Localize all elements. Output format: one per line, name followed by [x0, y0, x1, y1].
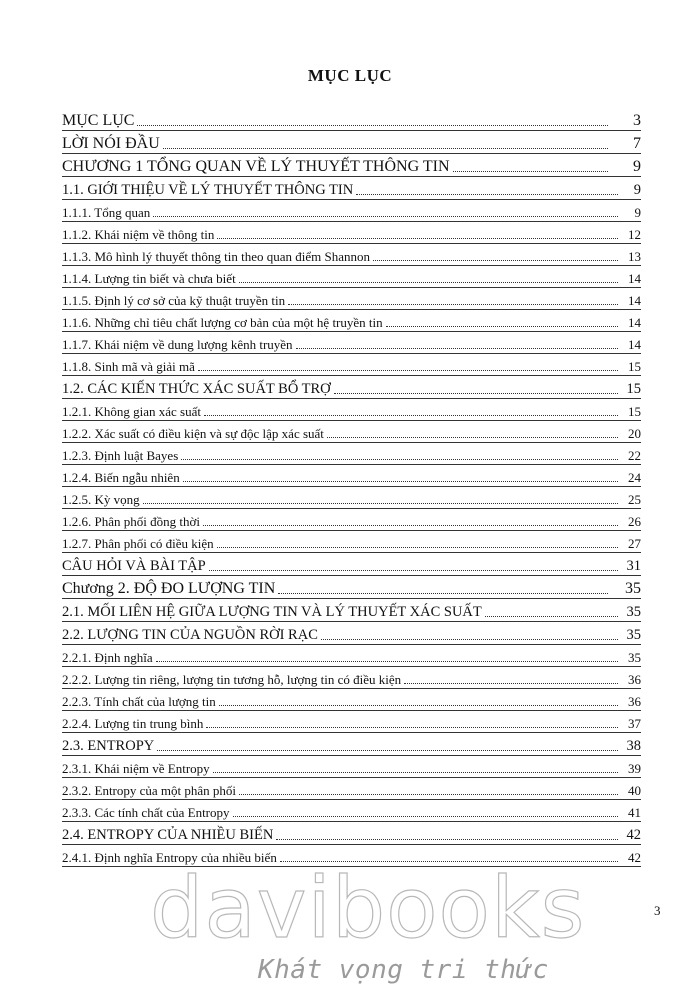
toc-entry — [62, 354, 641, 376]
toc-leader-dots — [156, 660, 618, 662]
toc-entry — [62, 778, 641, 800]
toc-entry-page: 41 — [628, 805, 641, 820]
toc-entry-label: 1.1.6. Những chỉ tiêu chất lượng cơ bản của một hệ truyền tin — [62, 315, 383, 330]
toc-entry — [62, 509, 641, 531]
toc-leader-dots — [183, 480, 618, 482]
toc-entry-page: 35 — [626, 627, 641, 643]
toc-entry-label: 1.1.2. Khái niệm về thông tin — [62, 227, 215, 242]
toc-entry — [62, 200, 641, 222]
toc-entry-page: 36 — [628, 672, 641, 687]
toc-entry-page: 40 — [628, 783, 641, 798]
toc-entry-label: CHƯƠNG 1 TỔNG QUAN VỀ LÝ THUYẾT THÔNG TIN — [62, 158, 450, 175]
toc-entry-label: 2.1. MỐI LIÊN HỆ GIỮA LƯỢNG TIN VÀ LÝ THUYẾT XÁC SUẤT — [62, 604, 482, 620]
toc-entry-page: 14 — [628, 315, 641, 330]
toc-entry — [62, 443, 641, 465]
toc-entry-label: 1.2.7. Phân phối có điều kiện — [62, 536, 214, 551]
toc-entry — [62, 756, 641, 778]
toc-entry-label: 2.3.1. Khái niệm về Entropy — [62, 761, 210, 776]
toc-entry — [62, 733, 641, 756]
toc-entry-page: 31 — [626, 558, 641, 574]
toc-entry-page: 27 — [628, 536, 641, 551]
toc-entry-label: 2.3. ENTROPY — [62, 738, 155, 754]
toc-leader-dots — [153, 215, 618, 217]
toc-leader-dots — [239, 793, 618, 795]
toc-entry-label: 1.2.4. Biến ngẫu nhiên — [62, 470, 180, 485]
toc-entry-label: 1.2.2. Xác suất có điều kiện và sự độc lập xác suất — [62, 426, 324, 441]
toc-leader-dots — [296, 347, 618, 349]
toc-entry-label: 2.2.4. Lượng tin trung bình — [62, 716, 204, 731]
toc-entry — [62, 622, 641, 645]
watermark-slogan: Khát vọng tri thức — [258, 955, 549, 985]
toc-entry — [62, 222, 641, 244]
toc-leader-dots — [278, 592, 608, 594]
table-of-contents — [62, 108, 641, 867]
toc-leader-dots — [181, 458, 618, 460]
toc-entry-page: 15 — [628, 404, 641, 419]
toc-entry — [62, 108, 641, 131]
toc-entry — [62, 332, 641, 354]
toc-entry — [62, 376, 641, 399]
toc-entry — [62, 822, 641, 845]
toc-entry-label: 1.2.5. Kỳ vọng — [62, 492, 140, 507]
toc-entry-page: 35 — [626, 604, 641, 620]
toc-entry-page: 42 — [626, 827, 641, 843]
toc-entry-page: 38 — [626, 738, 641, 754]
toc-entry-page: 14 — [628, 337, 641, 352]
toc-leader-dots — [137, 124, 608, 126]
toc-entry-label: 2.2.2. Lượng tin riêng, lượng tin tương hỗ, lượng tin có điều kiện — [62, 672, 402, 687]
toc-entry-page: 26 — [628, 514, 641, 529]
toc-entry-label: 1.1.4. Lượng tin biết và chưa biết — [62, 271, 236, 286]
toc-leader-dots — [485, 615, 618, 617]
toc-entry — [62, 266, 641, 288]
toc-leader-dots — [217, 546, 618, 548]
toc-entry-label: 1.1.5. Định lý cơ sở của kỹ thuật truyền tin — [62, 293, 286, 308]
toc-entry-page: 39 — [628, 761, 641, 776]
toc-entry — [62, 310, 641, 332]
toc-entry — [62, 689, 641, 711]
toc-entry-page: 35 — [628, 650, 641, 665]
toc-entry-label: 2.4. ENTROPY CỦA NHIỀU BIẾN — [62, 827, 274, 843]
toc-entry-page: 15 — [626, 381, 641, 397]
watermark-logo: davibooks — [150, 859, 586, 957]
toc-entry-label: MỤC LỤC — [62, 112, 135, 129]
toc-entry — [62, 711, 641, 733]
toc-leader-dots — [288, 303, 618, 305]
toc-entry — [62, 667, 641, 689]
toc-leader-dots — [356, 193, 618, 195]
toc-entry-label: 1.1.7. Khái niệm về dung lượng kênh truyền — [62, 337, 293, 352]
toc-entry-page: 13 — [628, 249, 641, 264]
toc-leader-dots — [453, 170, 608, 172]
toc-entry-page: 24 — [628, 470, 641, 485]
toc-leader-dots — [204, 414, 618, 416]
toc-entry-label: 1.2.1. Không gian xác suất — [62, 404, 202, 419]
toc-entry-page: 3 — [633, 112, 641, 129]
toc-leader-dots — [163, 147, 608, 149]
toc-leader-dots — [276, 838, 618, 840]
toc-entry — [62, 576, 641, 599]
toc-leader-dots — [219, 704, 618, 706]
toc-entry-page: 14 — [628, 271, 641, 286]
toc-entry-page: 22 — [628, 448, 641, 463]
toc-leader-dots — [321, 638, 618, 640]
toc-entry-label: 1.1.8. Sinh mã và giải mã — [62, 359, 195, 374]
toc-leader-dots — [217, 237, 618, 239]
toc-entry-label: 2.2.1. Định nghĩa — [62, 650, 153, 665]
toc-entry — [62, 288, 641, 310]
toc-entry-page: 25 — [628, 492, 641, 507]
toc-entry — [62, 399, 641, 421]
toc-leader-dots — [233, 815, 618, 817]
toc-entry — [62, 553, 641, 576]
toc-entry-page: 14 — [628, 293, 641, 308]
toc-entry-page: 7 — [633, 135, 641, 152]
toc-entry-page: 12 — [628, 227, 641, 242]
toc-entry-page: 42 — [628, 850, 641, 865]
toc-entry-page: 35 — [625, 580, 641, 597]
toc-entry-page: 36 — [628, 694, 641, 709]
toc-entry-label: 1.2.6. Phân phối đồng thời — [62, 514, 200, 529]
toc-leader-dots — [213, 771, 618, 773]
toc-entry-page: 37 — [628, 716, 641, 731]
toc-leader-dots — [334, 392, 618, 394]
toc-entry-label: 2.2.3. Tính chất của lượng tin — [62, 694, 216, 709]
toc-entry-label: LỜI NÓI ĐẦU — [62, 135, 160, 152]
page-number: 3 — [654, 903, 661, 918]
toc-entry — [62, 177, 641, 200]
toc-entry-page: 15 — [628, 359, 641, 374]
toc-leader-dots — [203, 524, 618, 526]
toc-entry — [62, 154, 641, 177]
toc-entry-label: 1.2. CÁC KIẾN THỨC XÁC SUẤT BỔ TRỢ — [62, 381, 331, 397]
toc-entry — [62, 531, 641, 553]
toc-leader-dots — [386, 325, 618, 327]
toc-leader-dots — [404, 682, 618, 684]
toc-entry-page: 9 — [634, 205, 641, 220]
toc-leader-dots — [209, 569, 618, 571]
toc-entry-page: 20 — [628, 426, 641, 441]
toc-entry-label: 1.1.1. Tổng quan — [62, 205, 151, 220]
page-title: MỤC LỤC — [307, 66, 393, 85]
toc-leader-dots — [143, 502, 618, 504]
toc-entry — [62, 465, 641, 487]
toc-entry-label: 2.3.2. Entropy của một phân phối — [62, 783, 237, 798]
toc-entry — [62, 599, 641, 622]
toc-entry — [62, 800, 641, 822]
toc-entry — [62, 421, 641, 443]
toc-entry-label: CÂU HỎI VÀ BÀI TẬP — [62, 558, 206, 574]
toc-leader-dots — [157, 749, 618, 751]
toc-entry-page: 9 — [633, 158, 641, 175]
toc-entry-label: 2.3.3. Các tính chất của Entropy — [62, 805, 230, 820]
toc-entry-label: 2.2. LƯỢNG TIN CỦA NGUỒN RỜI RẠC — [62, 627, 318, 643]
toc-entry — [62, 244, 641, 266]
toc-entry-label: 2.4.1. Định nghĩa Entropy của nhiều biến — [62, 850, 277, 865]
toc-entry — [62, 131, 641, 154]
toc-entry-label: 1.2.3. Định luật Bayes — [62, 448, 179, 463]
toc-entry-page: 9 — [633, 182, 641, 198]
toc-entry-label: 1.1.3. Mô hình lý thuyết thông tin theo quan điểm Shannon — [62, 249, 371, 264]
toc-leader-dots — [198, 369, 618, 371]
toc-entry-label: Chương 2. ĐỘ ĐO LƯỢNG TIN — [62, 580, 276, 597]
toc-entry — [62, 487, 641, 509]
toc-leader-dots — [206, 726, 618, 728]
toc-leader-dots — [239, 281, 618, 283]
toc-leader-dots — [327, 436, 618, 438]
toc-entry-label: 1.1. GIỚI THIỆU VỀ LÝ THUYẾT THÔNG TIN — [62, 182, 354, 198]
toc-leader-dots — [373, 259, 618, 261]
toc-entry — [62, 645, 641, 667]
